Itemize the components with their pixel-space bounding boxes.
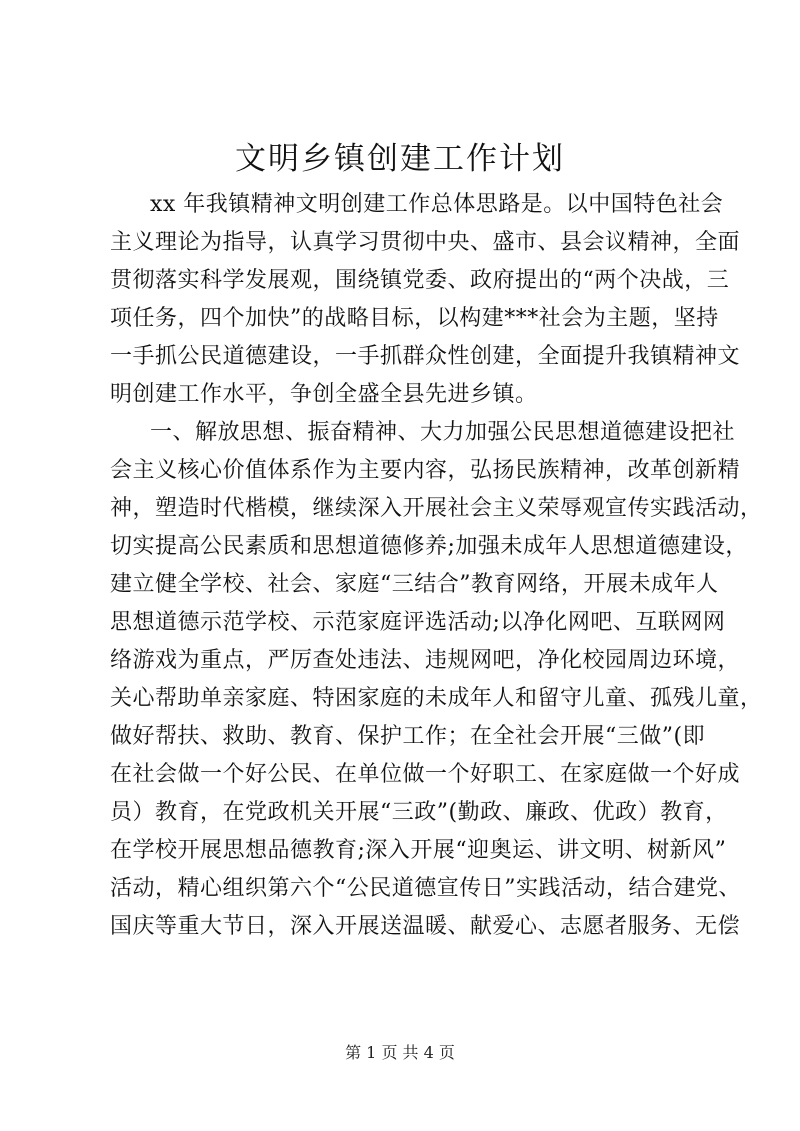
paragraph-line: 神，塑造时代楷模，继续深入开展社会主义荣辱观宣传实践活动， — [110, 496, 763, 521]
paragraph-line: 在学校开展思想品德教育;深入开展“迎奥运、讲文明、树新风” — [110, 838, 727, 863]
paragraph-line: 国庆等重大节日，深入开展送温暖、献爱心、志愿者服务、无偿 — [110, 914, 741, 939]
paragraph-2 — [110, 414, 763, 946]
paragraph-line: 一手抓公民道德建设，一手抓群众性创建，全面提升我镇精神文 — [110, 344, 741, 369]
paragraph-line: 在社会做一个好公民、在单位做一个好职工、在家庭做一个好成 — [110, 762, 741, 787]
document-body — [110, 186, 763, 946]
paragraph-line: 建立健全学校、社会、家庭“三结合”教育网络，开展未成年人 — [110, 572, 719, 597]
paragraph-line: 员）教育，在党政机关开展“三政”(勤政、廉政、优政）教育， — [110, 800, 728, 825]
paragraph-line: 会主义核心价值体系作为主要内容，弘扬民族精神，改革创新精 — [110, 458, 741, 483]
paragraph-line: 思想道德示范学校、示范家庭评选活动;以净化网吧、互联网网 — [110, 610, 726, 635]
paragraph-line: 主义理论为指导，认真学习贯彻中央、盛市、县会议精神，全面 — [110, 230, 741, 255]
paragraph-line: 贯彻落实科学发展观，围绕镇党委、政府提出的“两个决战，三 — [110, 268, 730, 293]
paragraph-line: 络游戏为重点，严厉查处违法、违规网吧，净化校园周边环境， — [110, 648, 741, 673]
paragraph-line: 明创建工作水平，争创全盛全县先进乡镇。 — [110, 382, 538, 407]
page-number-footer: 第 1 页 共 4 页 — [345, 1043, 455, 1062]
paragraph-line: 关心帮助单亲家庭、特困家庭的未成年人和留守儿童、孤残儿童， — [110, 686, 763, 711]
document-title: 文明乡镇创建工作计划 — [235, 141, 565, 177]
paragraph-line: 切实提高公民素质和思想道德修养;加强未成年人思想道德建设， — [110, 534, 748, 559]
paragraph-line: 一、解放思想、振奋精神、大力加强公民思想道德建设把社 — [150, 420, 736, 445]
paragraph-line: 活动，精心组织第六个“公民道德宣传日”实践活动，结合建党、 — [110, 876, 741, 901]
paragraph-line: 项任务，四个加快”的战略目标，以构建***社会为主题，坚持 — [110, 306, 719, 331]
paragraph-line: xx 年我镇精神文明创建工作总体思路是。以中国特色社会 — [150, 192, 724, 217]
paragraph-1 — [110, 186, 741, 414]
paragraph-line: 做好帮扶、救助、教育、保护工作；在全社会开展“三做”(即 — [110, 724, 706, 749]
